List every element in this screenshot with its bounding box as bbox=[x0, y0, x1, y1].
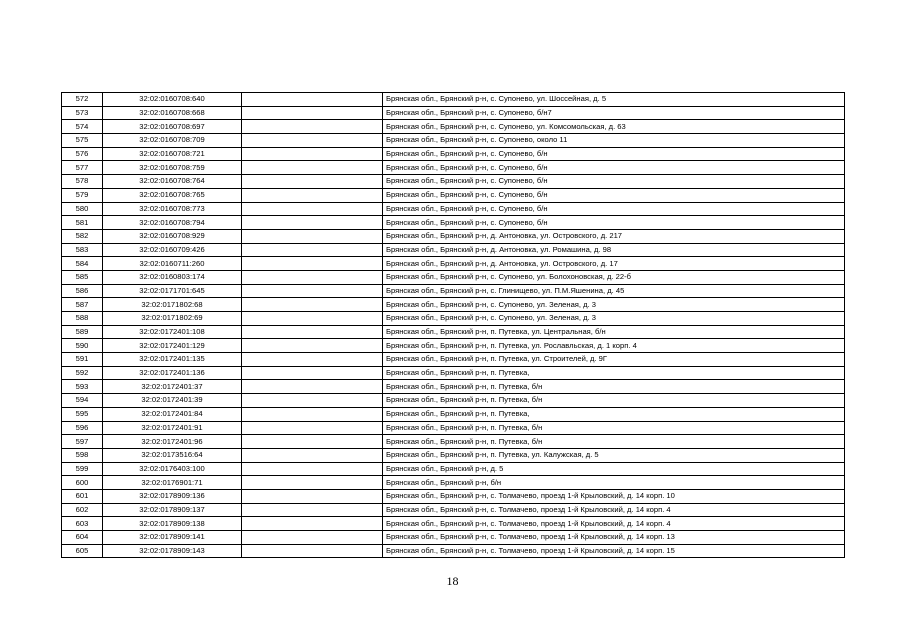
cadastral-number-cell: 32:02:0160803:174 bbox=[103, 270, 242, 284]
row-number-cell: 603 bbox=[62, 517, 103, 531]
address-cell: Брянская обл., Брянский р-н, д. Антоновка, ул. Островского, д. 17 bbox=[383, 257, 845, 271]
empty-cell bbox=[242, 366, 383, 380]
row-number-cell: 600 bbox=[62, 476, 103, 490]
empty-cell bbox=[242, 544, 383, 558]
empty-cell bbox=[242, 312, 383, 326]
table-row bbox=[62, 188, 845, 202]
row-number-cell: 605 bbox=[62, 544, 103, 558]
address-cell: Брянская обл., Брянский р-н, с. Супонево, ул. Зеленая, д. 3 bbox=[383, 298, 845, 312]
cadastral-number-cell: 32:02:0160708:721 bbox=[103, 147, 242, 161]
row-number-cell: 597 bbox=[62, 435, 103, 449]
table-row bbox=[62, 531, 845, 545]
address-cell: Брянская обл., Брянский р-н, д. 5 bbox=[383, 462, 845, 476]
cadastral-number-cell: 32:02:0178909:136 bbox=[103, 489, 242, 503]
empty-cell bbox=[242, 93, 383, 107]
row-number-cell: 585 bbox=[62, 270, 103, 284]
address-cell: Брянская обл., Брянский р-н, п. Путевка, ул. Рославльская, д. 1 корп. 4 bbox=[383, 339, 845, 353]
table-row bbox=[62, 93, 845, 107]
cadastral-number-cell: 32:02:0178909:141 bbox=[103, 531, 242, 545]
address-cell: Брянская обл., Брянский р-н, п. Путевка, ул. Строителей, д. 9Г bbox=[383, 353, 845, 367]
row-number-cell: 586 bbox=[62, 284, 103, 298]
empty-cell bbox=[242, 517, 383, 531]
empty-cell bbox=[242, 175, 383, 189]
row-number-cell: 579 bbox=[62, 188, 103, 202]
registry-table-body bbox=[62, 93, 845, 558]
empty-cell bbox=[242, 229, 383, 243]
cadastral-number-cell: 32:02:0160708:640 bbox=[103, 93, 242, 107]
cadastral-number-cell: 32:02:0172401:129 bbox=[103, 339, 242, 353]
row-number-cell: 580 bbox=[62, 202, 103, 216]
address-cell: Брянская обл., Брянский р-н, п. Путевка, bbox=[383, 366, 845, 380]
row-number-cell: 598 bbox=[62, 448, 103, 462]
table-row bbox=[62, 353, 845, 367]
empty-cell bbox=[242, 421, 383, 435]
row-number-cell: 595 bbox=[62, 407, 103, 421]
cadastral-number-cell: 32:02:0160708:773 bbox=[103, 202, 242, 216]
cadastral-number-cell: 32:02:0160708:709 bbox=[103, 134, 242, 148]
cadastral-number-cell: 32:02:0160708:668 bbox=[103, 106, 242, 120]
empty-cell bbox=[242, 476, 383, 490]
empty-cell bbox=[242, 134, 383, 148]
row-number-cell: 593 bbox=[62, 380, 103, 394]
table-row bbox=[62, 284, 845, 298]
cadastral-number-cell: 32:02:0160708:929 bbox=[103, 229, 242, 243]
row-number-cell: 604 bbox=[62, 531, 103, 545]
table-row bbox=[62, 503, 845, 517]
table-row bbox=[62, 476, 845, 490]
table-row bbox=[62, 407, 845, 421]
empty-cell bbox=[242, 106, 383, 120]
cadastral-number-cell: 32:02:0171802:69 bbox=[103, 312, 242, 326]
table-row bbox=[62, 120, 845, 134]
empty-cell bbox=[242, 380, 383, 394]
table-row bbox=[62, 147, 845, 161]
address-cell: Брянская обл., Брянский р-н, п. Путевка, ул. Центральная, б/н bbox=[383, 325, 845, 339]
row-number-cell: 581 bbox=[62, 216, 103, 230]
empty-cell bbox=[242, 120, 383, 134]
table-row bbox=[62, 339, 845, 353]
row-number-cell: 584 bbox=[62, 257, 103, 271]
address-cell: Брянская обл., Брянский р-н, с. Толмачево, проезд 1-й Крыловский, д. 14 корп. 4 bbox=[383, 517, 845, 531]
row-number-cell: 592 bbox=[62, 366, 103, 380]
row-number-cell: 594 bbox=[62, 394, 103, 408]
address-cell: Брянская обл., Брянский р-н, с. Супонево, б/н bbox=[383, 202, 845, 216]
table-row bbox=[62, 380, 845, 394]
table-row bbox=[62, 448, 845, 462]
property-registry-table bbox=[61, 92, 845, 558]
row-number-cell: 591 bbox=[62, 353, 103, 367]
table-row bbox=[62, 325, 845, 339]
empty-cell bbox=[242, 339, 383, 353]
row-number-cell: 596 bbox=[62, 421, 103, 435]
table-row bbox=[62, 366, 845, 380]
empty-cell bbox=[242, 216, 383, 230]
address-cell: Брянская обл., Брянский р-н, с. Супонево, б/н bbox=[383, 216, 845, 230]
empty-cell bbox=[242, 407, 383, 421]
row-number-cell: 578 bbox=[62, 175, 103, 189]
address-cell: Брянская обл., Брянский р-н, п. Путевка, б/н bbox=[383, 380, 845, 394]
row-number-cell: 583 bbox=[62, 243, 103, 257]
address-cell: Брянская обл., Брянский р-н, с. Супонево, б/н7 bbox=[383, 106, 845, 120]
cadastral-number-cell: 32:02:0178909:143 bbox=[103, 544, 242, 558]
empty-cell bbox=[242, 394, 383, 408]
empty-cell bbox=[242, 325, 383, 339]
table-row bbox=[62, 134, 845, 148]
row-number-cell: 573 bbox=[62, 106, 103, 120]
address-cell: Брянская обл., Брянский р-н, д. Антоновка, ул. Ромашина, д. 98 bbox=[383, 243, 845, 257]
empty-cell bbox=[242, 243, 383, 257]
empty-cell bbox=[242, 448, 383, 462]
row-number-cell: 575 bbox=[62, 134, 103, 148]
row-number-cell: 601 bbox=[62, 489, 103, 503]
address-cell: Брянская обл., Брянский р-н, п. Путевка, bbox=[383, 407, 845, 421]
table-row bbox=[62, 106, 845, 120]
address-cell: Брянская обл., Брянский р-н, п. Путевка, б/н bbox=[383, 435, 845, 449]
empty-cell bbox=[242, 270, 383, 284]
cadastral-number-cell: 32:02:0172401:108 bbox=[103, 325, 242, 339]
cadastral-number-cell: 32:02:0172401:136 bbox=[103, 366, 242, 380]
address-cell: Брянская обл., Брянский р-н, с. Супонево, б/н bbox=[383, 147, 845, 161]
cadastral-number-cell: 32:02:0160708:794 bbox=[103, 216, 242, 230]
address-cell: Брянская обл., Брянский р-н, с. Супонево, ул. Зеленая, д. 3 bbox=[383, 312, 845, 326]
cadastral-number-cell: 32:02:0172401:96 bbox=[103, 435, 242, 449]
empty-cell bbox=[242, 531, 383, 545]
cadastral-number-cell: 32:02:0172401:37 bbox=[103, 380, 242, 394]
table-row bbox=[62, 489, 845, 503]
address-cell: Брянская обл., Брянский р-н, п. Путевка, б/н bbox=[383, 421, 845, 435]
cadastral-number-cell: 32:02:0172401:135 bbox=[103, 353, 242, 367]
table-row bbox=[62, 517, 845, 531]
cadastral-number-cell: 32:02:0176901:71 bbox=[103, 476, 242, 490]
address-cell: Брянская обл., Брянский р-н, п. Путевка, б/н bbox=[383, 394, 845, 408]
empty-cell bbox=[242, 284, 383, 298]
empty-cell bbox=[242, 353, 383, 367]
table-row bbox=[62, 175, 845, 189]
table-row bbox=[62, 394, 845, 408]
cadastral-number-cell: 32:02:0178909:137 bbox=[103, 503, 242, 517]
address-cell: Брянская обл., Брянский р-н, с. Толмачево, проезд 1-й Крыловский, д. 14 корп. 13 bbox=[383, 531, 845, 545]
row-number-cell: 582 bbox=[62, 229, 103, 243]
table-row bbox=[62, 202, 845, 216]
empty-cell bbox=[242, 147, 383, 161]
row-number-cell: 588 bbox=[62, 312, 103, 326]
row-number-cell: 599 bbox=[62, 462, 103, 476]
cadastral-number-cell: 32:02:0171701:645 bbox=[103, 284, 242, 298]
table-row bbox=[62, 229, 845, 243]
address-cell: Брянская обл., Брянский р-н, с. Супонево, ул. Болохоновская, д. 22-б bbox=[383, 270, 845, 284]
address-cell: Брянская обл., Брянский р-н, с. Супонево, ул. Комсомольская, д. 63 bbox=[383, 120, 845, 134]
row-number-cell: 602 bbox=[62, 503, 103, 517]
cadastral-number-cell: 32:02:0160708:765 bbox=[103, 188, 242, 202]
table-row bbox=[62, 312, 845, 326]
empty-cell bbox=[242, 462, 383, 476]
cadastral-number-cell: 32:02:0171802:68 bbox=[103, 298, 242, 312]
address-cell: Брянская обл., Брянский р-н, с. Супонево, б/н bbox=[383, 161, 845, 175]
row-number-cell: 590 bbox=[62, 339, 103, 353]
row-number-cell: 589 bbox=[62, 325, 103, 339]
row-number-cell: 574 bbox=[62, 120, 103, 134]
empty-cell bbox=[242, 489, 383, 503]
cadastral-number-cell: 32:02:0178909:138 bbox=[103, 517, 242, 531]
cadastral-number-cell: 32:02:0172401:91 bbox=[103, 421, 242, 435]
cadastral-number-cell: 32:02:0172401:39 bbox=[103, 394, 242, 408]
address-cell: Брянская обл., Брянский р-н, б/н bbox=[383, 476, 845, 490]
table-row bbox=[62, 161, 845, 175]
cadastral-number-cell: 32:02:0176403:100 bbox=[103, 462, 242, 476]
address-cell: Брянская обл., Брянский р-н, с. Супонево, б/н bbox=[383, 175, 845, 189]
address-cell: Брянская обл., Брянский р-н, с. Супонево, ул. Шоссейная, д. 5 bbox=[383, 93, 845, 107]
table-row bbox=[62, 435, 845, 449]
page-number: 18 bbox=[446, 574, 459, 588]
address-cell: Брянская обл., Брянский р-н, с. Глинищево, ул. П.М.Яшенина, д. 45 bbox=[383, 284, 845, 298]
address-cell: Брянская обл., Брянский р-н, с. Супонево, б/н bbox=[383, 188, 845, 202]
empty-cell bbox=[242, 257, 383, 271]
table-row bbox=[62, 421, 845, 435]
empty-cell bbox=[242, 202, 383, 216]
table-row bbox=[62, 298, 845, 312]
empty-cell bbox=[242, 298, 383, 312]
address-cell: Брянская обл., Брянский р-н, с. Супонево, около 11 bbox=[383, 134, 845, 148]
table-row bbox=[62, 257, 845, 271]
address-cell: Брянская обл., Брянский р-н, с. Толмачево, проезд 1-й Крыловский, д. 14 корп. 10 bbox=[383, 489, 845, 503]
empty-cell bbox=[242, 188, 383, 202]
table-row bbox=[62, 270, 845, 284]
cadastral-number-cell: 32:02:0160711:260 bbox=[103, 257, 242, 271]
empty-cell bbox=[242, 503, 383, 517]
empty-cell bbox=[242, 435, 383, 449]
cadastral-number-cell: 32:02:0160709:426 bbox=[103, 243, 242, 257]
address-cell: Брянская обл., Брянский р-н, с. Толмачево, проезд 1-й Крыловский, д. 14 корп. 15 bbox=[383, 544, 845, 558]
table-row bbox=[62, 243, 845, 257]
row-number-cell: 577 bbox=[62, 161, 103, 175]
address-cell: Брянская обл., Брянский р-н, д. Антоновка, ул. Островского, д. 217 bbox=[383, 229, 845, 243]
row-number-cell: 572 bbox=[62, 93, 103, 107]
table-row bbox=[62, 544, 845, 558]
address-cell: Брянская обл., Брянский р-н, с. Толмачево, проезд 1-й Крыловский, д. 14 корп. 4 bbox=[383, 503, 845, 517]
table-row bbox=[62, 216, 845, 230]
row-number-cell: 587 bbox=[62, 298, 103, 312]
cadastral-number-cell: 32:02:0160708:764 bbox=[103, 175, 242, 189]
cadastral-number-cell: 32:02:0160708:759 bbox=[103, 161, 242, 175]
address-cell: Брянская обл., Брянский р-н, п. Путевка, ул. Калужская, д. 5 bbox=[383, 448, 845, 462]
cadastral-number-cell: 32:02:0172401:84 bbox=[103, 407, 242, 421]
table-row bbox=[62, 462, 845, 476]
cadastral-number-cell: 32:02:0173516:64 bbox=[103, 448, 242, 462]
empty-cell bbox=[242, 161, 383, 175]
row-number-cell: 576 bbox=[62, 147, 103, 161]
cadastral-number-cell: 32:02:0160708:697 bbox=[103, 120, 242, 134]
